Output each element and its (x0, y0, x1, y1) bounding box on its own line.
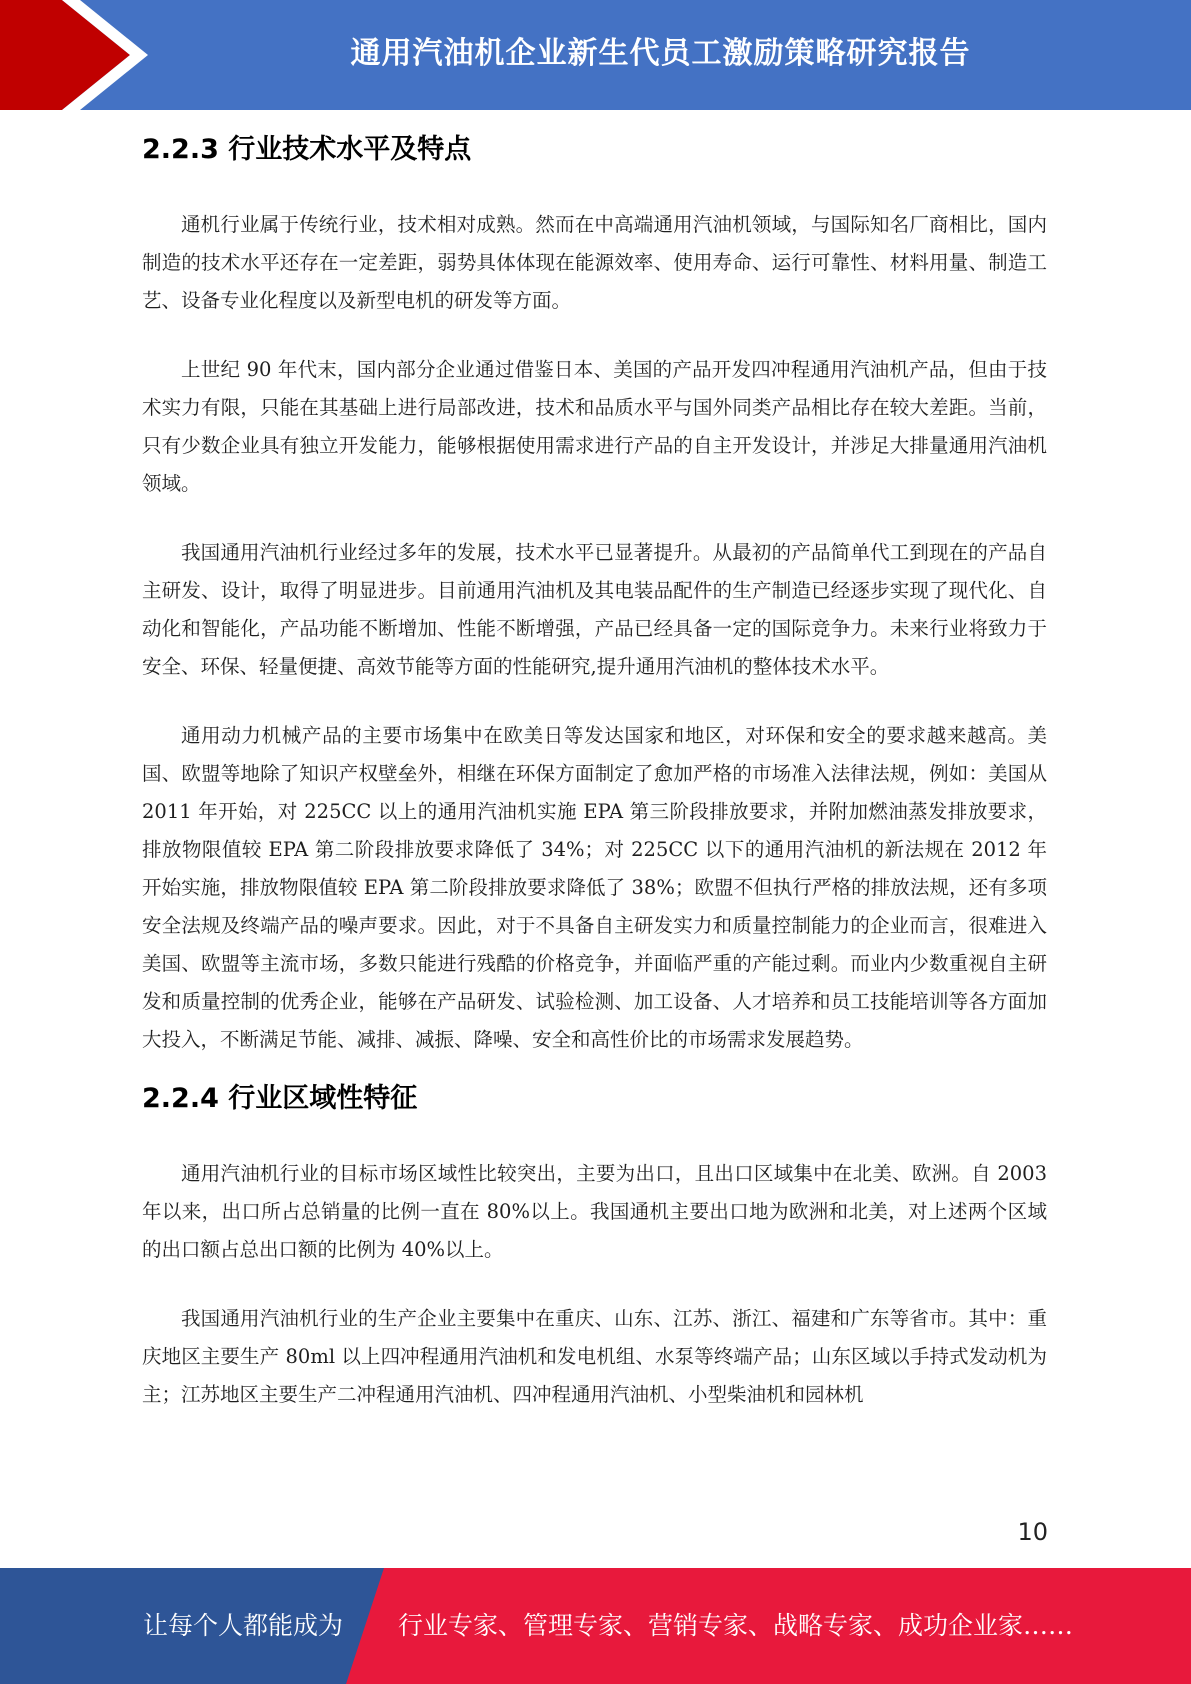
paragraph: 我国通用汽油机行业的生产企业主要集中在重庆、山东、江苏、浙江、福建和广东等省市。其中：重庆地区主要生产 80ml 以上四冲程通用汽油机和发电机组、水泵等终端产品；山东区域以手持式发动机为主；江苏地区主要生产二冲程通用汽油机、四冲程通用汽油机、小型柴油机和园林机 (142, 1307, 1047, 1406)
section-heading-2-2-3: 2.2.3 行业技术水平及特点 (142, 134, 472, 165)
page-footer (0, 1568, 1191, 1684)
page-content (142, 128, 1047, 1414)
paragraph: 通用汽油机行业的目标市场区域性比较突出，主要为出口，且出口区域集中在北美、欧洲。自 2003 年以来，出口所占总销量的比例一直在 80%以上。我国通机主要出口地为欧洲和北美，对上述两个区域的出口额占总出口额的比例为 40%以上。 (142, 1162, 1047, 1261)
paragraph: 通机行业属于传统行业，技术相对成熟。然而在中高端通用汽油机领域，与国际知名厂商相比，国内制造的技术水平还存在一定差距，弱势具体体现在能源效率、使用寿命、运行可靠性、材料用量、制造工艺、设备专业化程度以及新型电机的研发等方面。 (142, 213, 1047, 312)
page-number: 10 (1017, 1518, 1048, 1546)
report-title: 通用汽油机企业新生代员工激励策略研究报告 (350, 36, 971, 71)
paragraph: 通用动力机械产品的主要市场集中在欧美日等发达国家和地区，对环保和安全的要求越来越高。美国、欧盟等地除了知识产权壁垒外，相继在环保方面制定了愈加严格的市场准入法律法规，例如：美国从 2011 年开始，对 225CC 以上的通用汽油机实施 EPA 第三阶段排放要求，并附加燃油蒸发排放要求，排放物限值较 EPA 第二阶段排放要求降低了 34%；对 225CC 以下的通用汽油机的新法规在 2012 年开始实施，排放物限值较 EPA 第二阶段排放要求降低了 38%；欧盟不但执行严格的排放法规，还有多项安全法规及终端产品的噪声要求。因此，对于不具备自主研发实力和质量控制能力的企业而言，很难进入美国、欧盟等主流市场，多数只能进行残酷的价格竞争，并面临严重的产能过剩。而业内少数重视自主研发和质量控制的优秀企业，能够在产品研发、试验检测、加工设备、人才培养和员工技能培训等各方面加大投入，不断满足节能、减排、减振、降噪、安全和高性价比的市场需求发展趋势。 (142, 724, 1047, 1051)
section-heading-2-2-4: 2.2.4 行业区域性特征 (142, 1083, 418, 1114)
page-header (0, 0, 1191, 110)
footer-slogan-right: 行业专家、管理专家、营销专家、战略专家、成功企业家…… (398, 1611, 1074, 1640)
paragraph: 上世纪 90 年代末，国内部分企业通过借鉴日本、美国的产品开发四冲程通用汽油机产品，但由于技术实力有限，只能在其基础上进行局部改进，技术和品质水平与国外同类产品相比存在较大差距。当前，只有少数企业具有独立开发能力，能够根据使用需求进行产品的自主开发设计，并涉足大排量通用汽油机领域。 (142, 358, 1047, 495)
footer-slogan-left: 让每个人都能成为 (143, 1611, 344, 1640)
paragraph: 我国通用汽油机行业经过多年的发展，技术水平已显著提升。从最初的产品简单代工到现在的产品自主研发、设计，取得了明显进步。目前通用汽油机及其电装品配件的生产制造已经逐步实现了现代化、自动化和智能化，产品功能不断增加、性能不断增强，产品已经具备一定的国际竞争力。未来行业将致力于安全、环保、轻量便捷、高效节能等方面的性能研究,提升通用汽油机的整体技术水平。 (142, 541, 1047, 678)
